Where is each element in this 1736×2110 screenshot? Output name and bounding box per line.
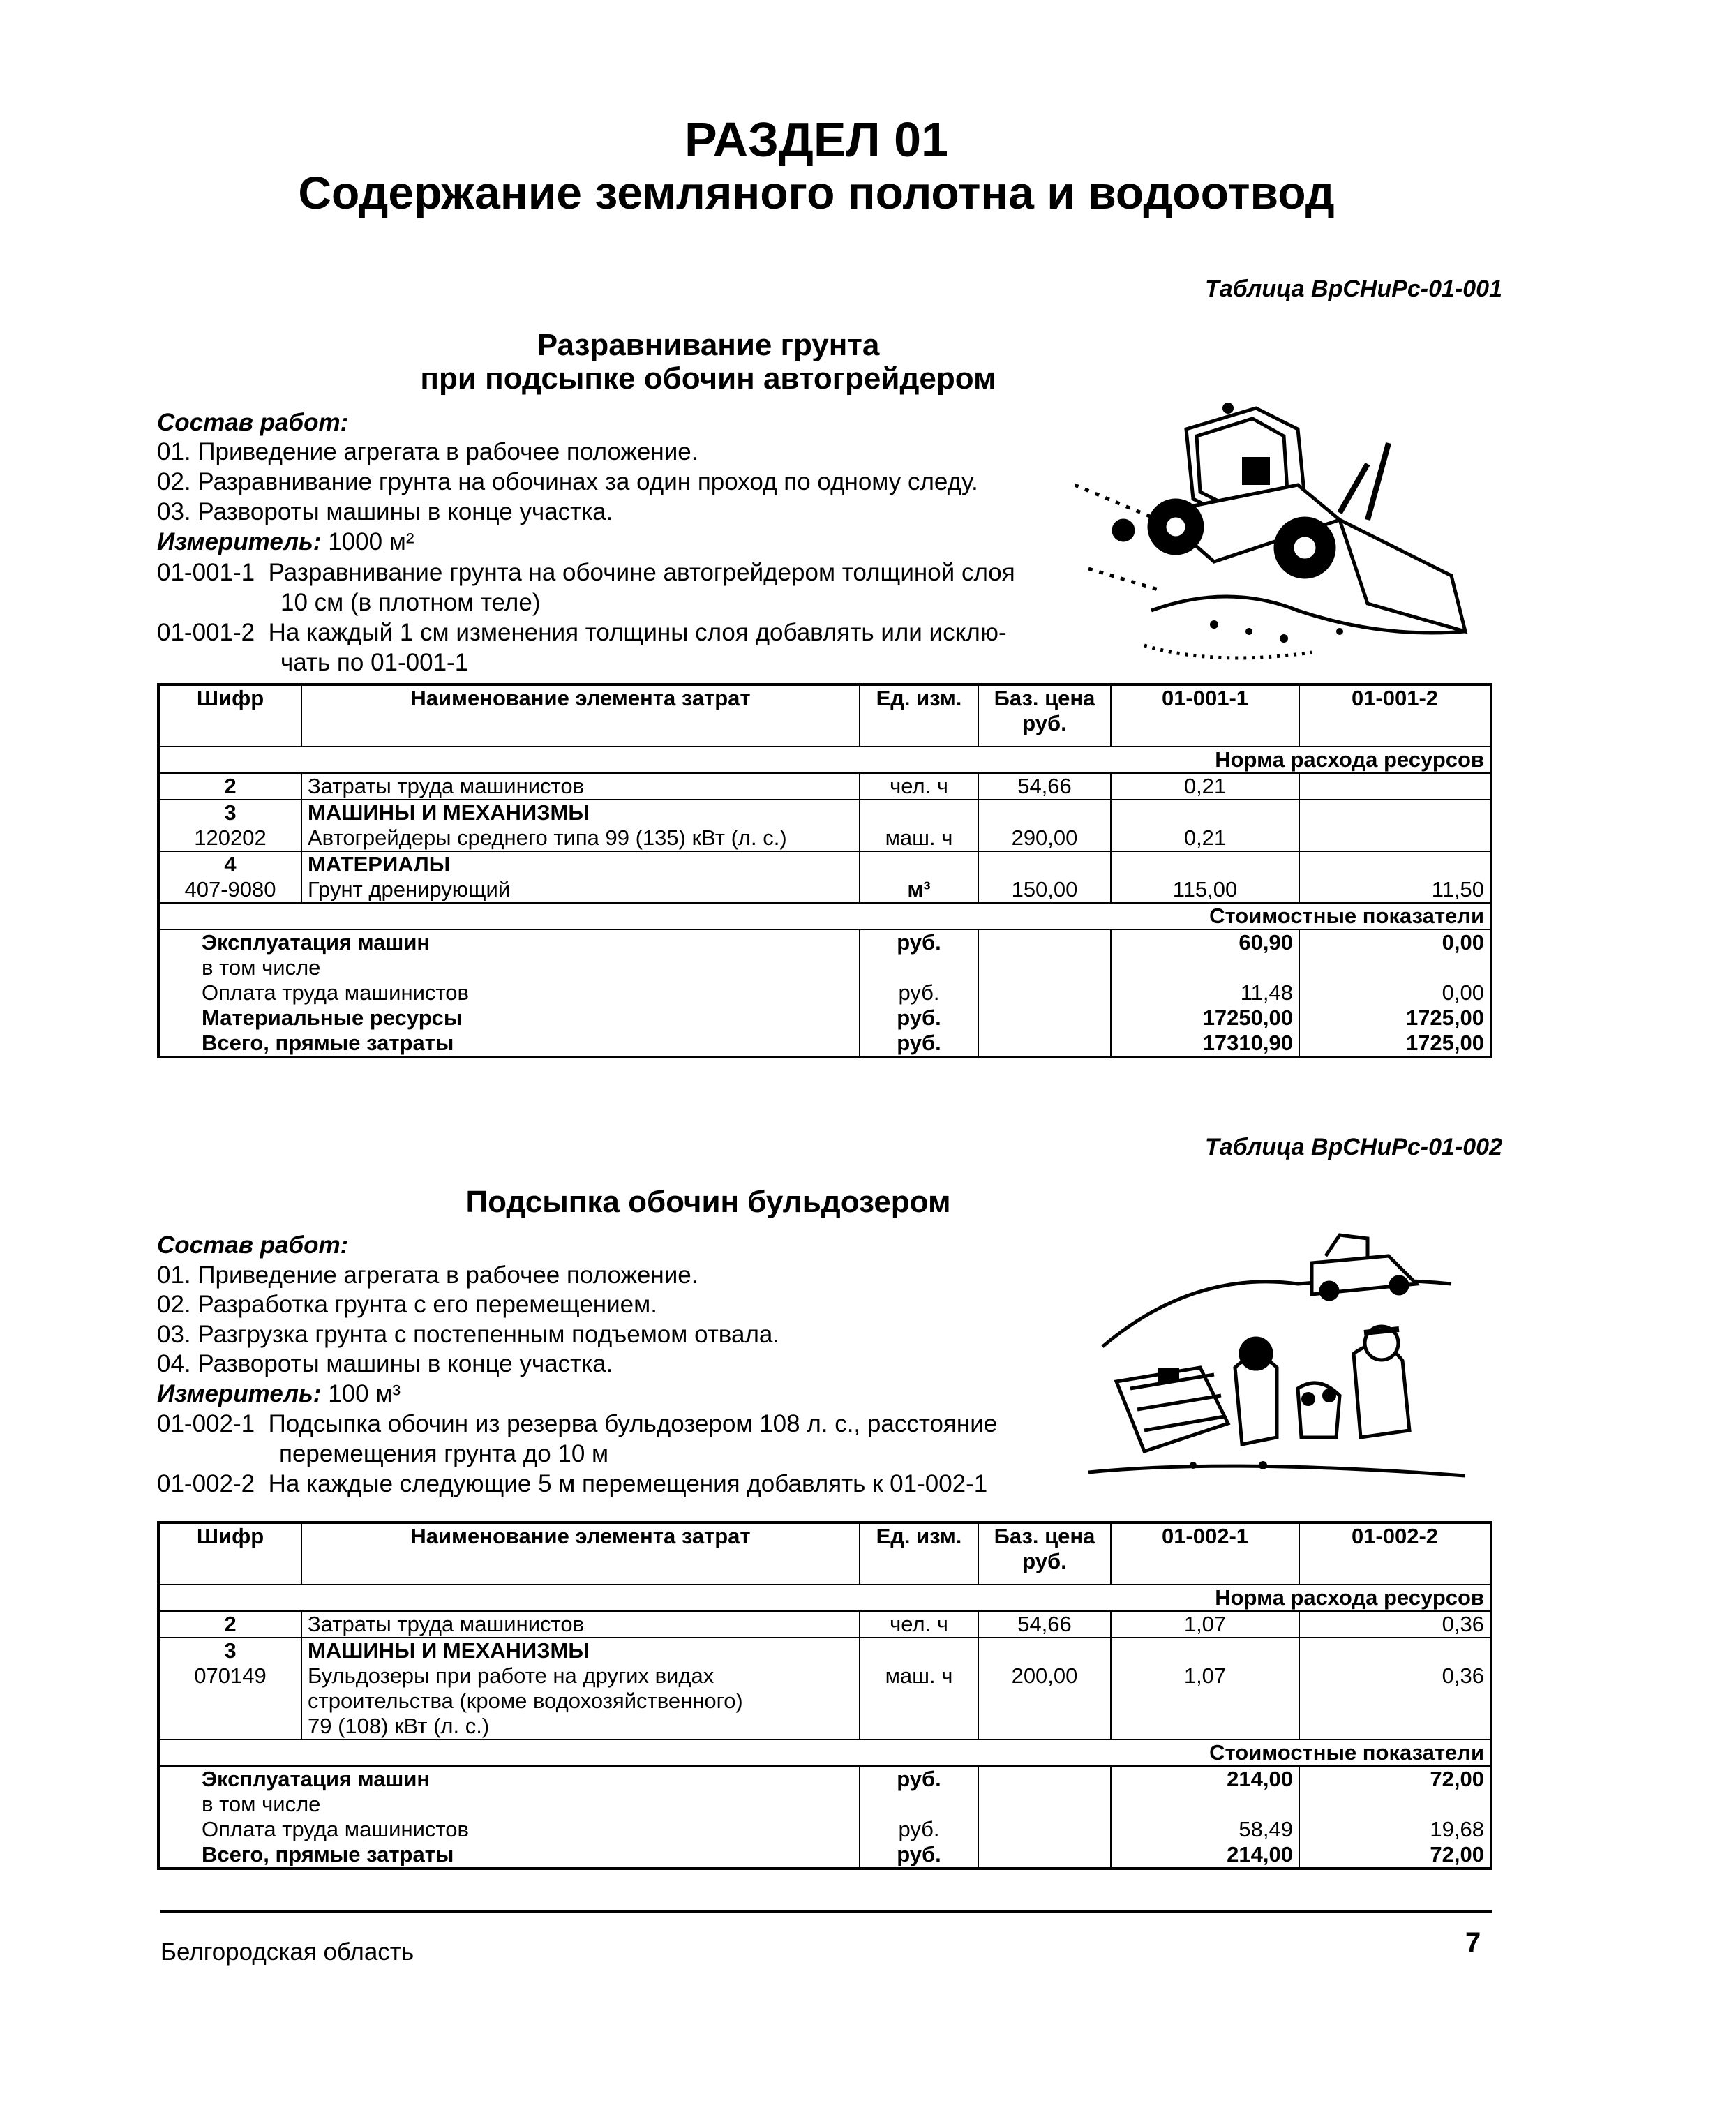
cell-unit: чел. ч (860, 1611, 978, 1638)
col-header-name: Наименование элемента затрат (301, 1522, 860, 1585)
cost-price (978, 929, 1111, 955)
work-item-num: 03. (157, 1321, 191, 1348)
work-item-text: Приведение агрегата в рабочее положение. (197, 1262, 698, 1289)
code-text-cont: 10 см (в плотном теле) (280, 589, 541, 616)
table-row (158, 800, 1491, 825)
code-item (157, 619, 1007, 647)
cell-v2 (1299, 1714, 1491, 1739)
code-id: 01-002-1 (157, 1410, 255, 1437)
cell-name: Автогрейдеры среднего типа 99 (135) кВт (л. с.) (301, 825, 860, 851)
code-text: На каждые следующие 5 м перемещения добавлять к 01-002-1 (268, 1470, 988, 1497)
cell-price: 290,00 (978, 825, 1111, 851)
cost-price (978, 955, 1111, 980)
cost-v2: 72,00 (1299, 1842, 1491, 1869)
cost-price (978, 1005, 1111, 1031)
cell-name: строительства (кроме водохозяйственного) (301, 1689, 860, 1714)
table-row (158, 877, 1491, 903)
cost-v1: 17250,00 (1111, 1005, 1299, 1031)
cost-v1: 60,90 (1111, 929, 1299, 955)
cost-unit: руб. (860, 1005, 978, 1031)
col-header-unit: Ед. изм. (860, 684, 978, 747)
norm-label: Норма расхода ресурсов (158, 747, 1491, 773)
work-item-text: Развороты машины в конце участка. (197, 498, 613, 525)
meter-value: 100 м³ (328, 1380, 401, 1407)
col-header-1: 01-001-1 (1111, 684, 1299, 747)
cost-unit: руб. (860, 929, 978, 955)
works-label: Состав работ: (157, 1232, 349, 1259)
work-item-text: Развороты машины в конце участка. (197, 1350, 613, 1377)
cost-price (978, 1792, 1111, 1817)
code-item (157, 1470, 987, 1498)
cell-code (158, 1714, 301, 1739)
cost-row (158, 1817, 1491, 1842)
cost-v2: 72,00 (1299, 1766, 1491, 1792)
cell-code: 3 (158, 1638, 301, 1663)
meter (157, 528, 414, 556)
work-item-text: Разравнивание грунта на обочинах за один проход по одному следу. (197, 468, 978, 495)
code-text: Подсыпка обочин из резерва бульдозером 108 л. с., расстояние (268, 1410, 998, 1437)
table-row (158, 825, 1491, 851)
work-item-num: 01. (157, 1262, 191, 1289)
cost-v1: 214,00 (1111, 1842, 1299, 1869)
motor-grader-illustration (1075, 380, 1479, 673)
cost-row (158, 980, 1491, 1005)
cell-name: Затраты труда машинистов (301, 1611, 860, 1638)
table-label: Таблица ВрСНиРс-01-001 (1204, 276, 1502, 302)
cost-name: Оплата труда машинистов (158, 980, 860, 1005)
cost-name: Эксплуатация машин (158, 929, 860, 955)
cell-unit: маш. ч (860, 1663, 978, 1689)
cell-v1: 115,00 (1111, 877, 1299, 903)
cost-name: Всего, прямые затраты (158, 1031, 860, 1057)
cell-unit: м³ (860, 877, 978, 903)
cost-unit: руб. (860, 1842, 978, 1869)
code-item (157, 1410, 997, 1438)
cost-name: Материальные ресурсы (158, 1005, 860, 1031)
cost-v1 (1111, 955, 1299, 980)
code-text: Разравнивание грунта на обочине автогрейдером толщиной слоя (268, 559, 1015, 586)
work-item-num: 02. (157, 468, 191, 495)
cost-unit: руб. (860, 1031, 978, 1057)
table-label: Таблица ВрСНиРс-01-002 (1204, 1134, 1502, 1160)
table-row (158, 1611, 1491, 1638)
cell-code: 3 (158, 800, 301, 825)
table-row (158, 1714, 1491, 1739)
section-subtitle: Содержание земляного полотна и водоотвод (298, 167, 1335, 218)
cell-unit: маш. ч (860, 825, 978, 851)
cell-code: 2 (158, 773, 301, 800)
cell-unit (860, 851, 978, 877)
cell-v1: 0,21 (1111, 773, 1299, 800)
code-item (157, 559, 1015, 587)
table-title: Разравнивание грунта (537, 328, 880, 362)
cell-v2 (1299, 851, 1491, 877)
cost-v2: 1725,00 (1299, 1005, 1491, 1031)
cell-v1 (1111, 851, 1299, 877)
meter-label: Измеритель: (157, 1380, 322, 1407)
col-header-price: Баз. цена руб. (978, 684, 1111, 747)
cost-unit: руб. (860, 1766, 978, 1792)
page-number: 7 (1465, 1927, 1481, 1958)
section-title: РАЗДЕЛ 01 (684, 112, 948, 167)
work-item-num: 03. (157, 498, 191, 525)
cell-v1: 1,07 (1111, 1611, 1299, 1638)
cell-code: 2 (158, 1611, 301, 1638)
table-row (158, 1689, 1491, 1714)
code-text-cont: чать по 01-001-1 (280, 649, 469, 676)
cell-unit (860, 800, 978, 825)
cell-v2 (1299, 1638, 1491, 1663)
cost-row (158, 1792, 1491, 1817)
cost-name: в том числе (158, 1792, 860, 1817)
cost-v1: 11,48 (1111, 980, 1299, 1005)
work-item (157, 438, 698, 466)
meter (157, 1380, 401, 1408)
work-item-text: Разработка грунта с его перемещением. (197, 1291, 657, 1318)
col-header-code: Шифр (158, 1522, 301, 1585)
footer-region: Белгородская область (160, 1938, 414, 1966)
cost-price (978, 1766, 1111, 1792)
cell-code (158, 1689, 301, 1714)
cell-price: 54,66 (978, 773, 1111, 800)
work-item-num: 01. (157, 438, 191, 465)
work-item (157, 1321, 779, 1349)
cell-price: 150,00 (978, 877, 1111, 903)
cell-unit: чел. ч (860, 773, 978, 800)
work-item (157, 1350, 613, 1378)
cell-unit (860, 1689, 978, 1714)
cell-name: Затраты труда машинистов (301, 773, 860, 800)
cell-name: МАШИНЫ И МЕХАНИЗМЫ (301, 1638, 860, 1663)
cost-table-1 (157, 683, 1492, 1058)
cell-code: 120202 (158, 825, 301, 851)
col-header-name: Наименование элемента затрат (301, 684, 860, 747)
cost-name: Всего, прямые затраты (158, 1842, 860, 1869)
cell-v2 (1299, 773, 1491, 800)
table-row (158, 773, 1491, 800)
code-id: 01-001-2 (157, 619, 255, 646)
cell-unit (860, 1714, 978, 1739)
table-row (158, 1638, 1491, 1663)
col-header-2: 01-001-2 (1299, 684, 1491, 747)
cell-code: 4 (158, 851, 301, 877)
meter-label: Измеритель: (157, 528, 322, 555)
cost-label: Стоимостные показатели (158, 1739, 1491, 1766)
cell-name: МАТЕРИАЛЫ (301, 851, 860, 877)
code-text-cont: перемещения грунта до 10 м (279, 1440, 609, 1467)
cost-unit (860, 955, 978, 980)
cost-name: в том числе (158, 955, 860, 980)
cell-name: Грунт дренирующий (301, 877, 860, 903)
work-item (157, 1262, 698, 1289)
cell-unit (860, 1638, 978, 1663)
cell-v1 (1111, 800, 1299, 825)
cell-price (978, 1689, 1111, 1714)
cell-code: 070149 (158, 1663, 301, 1689)
cost-v1: 214,00 (1111, 1766, 1299, 1792)
cell-price (978, 1714, 1111, 1739)
code-text: На каждый 1 см изменения толщины слоя добавлять или исклю- (268, 619, 1007, 646)
work-item (157, 498, 613, 526)
cell-name: Бульдозеры при работе на других видах (301, 1663, 860, 1689)
cell-v1 (1111, 1689, 1299, 1714)
cell-price (978, 851, 1111, 877)
table-row (158, 851, 1491, 877)
cell-price: 54,66 (978, 1611, 1111, 1638)
works-label: Состав работ: (157, 409, 349, 436)
work-item (157, 468, 978, 496)
cost-price (978, 1817, 1111, 1842)
col-header-2: 01-002-2 (1299, 1522, 1491, 1585)
cost-row (158, 1842, 1491, 1869)
cost-v2: 1725,00 (1299, 1031, 1491, 1057)
table-row (158, 1663, 1491, 1689)
code-id: 01-001-1 (157, 559, 255, 586)
cost-table-2 (157, 1521, 1492, 1870)
cost-v1: 58,49 (1111, 1817, 1299, 1842)
cost-v2 (1299, 955, 1491, 980)
cost-price (978, 980, 1111, 1005)
cell-v1 (1111, 1638, 1299, 1663)
cell-price (978, 800, 1111, 825)
cost-price (978, 1031, 1111, 1057)
col-header-unit: Ед. изм. (860, 1522, 978, 1585)
cell-v2: 0,36 (1299, 1611, 1491, 1638)
footer-divider (160, 1910, 1492, 1913)
cell-v1 (1111, 1714, 1299, 1739)
cell-code: 407-9080 (158, 877, 301, 903)
col-header-code: Шифр (158, 684, 301, 747)
code-id: 01-002-2 (157, 1470, 255, 1497)
work-item-num: 04. (157, 1350, 191, 1377)
cost-unit (860, 1792, 978, 1817)
norm-label: Норма расхода ресурсов (158, 1585, 1491, 1611)
cost-label: Стоимостные показатели (158, 903, 1491, 929)
cost-row (158, 1766, 1491, 1792)
work-item-text: Приведение агрегата в рабочее положение. (197, 438, 698, 465)
cost-row (158, 1005, 1491, 1031)
cost-name: Оплата труда машинистов (158, 1817, 860, 1842)
cell-name: МАШИНЫ И МЕХАНИЗМЫ (301, 800, 860, 825)
cell-v2 (1299, 800, 1491, 825)
cell-price: 200,00 (978, 1663, 1111, 1689)
cell-name: 79 (108) кВт (л. с.) (301, 1714, 860, 1739)
cost-v2: 0,00 (1299, 980, 1491, 1005)
cost-v1 (1111, 1792, 1299, 1817)
work-item (157, 1291, 657, 1319)
cell-price (978, 1638, 1111, 1663)
cost-v2: 19,68 (1299, 1817, 1491, 1842)
cost-unit: руб. (860, 980, 978, 1005)
table-title: Подсыпка обочин бульдозером (465, 1185, 951, 1219)
cell-v2 (1299, 1689, 1491, 1714)
cell-v2: 0,36 (1299, 1663, 1491, 1689)
cost-unit: руб. (860, 1817, 978, 1842)
bulldozer-illustration (1088, 1207, 1465, 1486)
cost-price (978, 1842, 1111, 1869)
table-title: при подсыпке обочин автогрейдером (420, 361, 996, 396)
cell-v1: 1,07 (1111, 1663, 1299, 1689)
work-item-num: 02. (157, 1291, 191, 1318)
cell-v2: 11,50 (1299, 877, 1491, 903)
cost-row (158, 929, 1491, 955)
cost-name: Эксплуатация машин (158, 1766, 860, 1792)
cost-v2: 0,00 (1299, 929, 1491, 955)
cell-v2 (1299, 825, 1491, 851)
meter-value: 1000 м² (328, 528, 414, 555)
cost-row (158, 1031, 1491, 1057)
col-header-price: Баз. цена руб. (978, 1522, 1111, 1585)
cost-v2 (1299, 1792, 1491, 1817)
cell-v1: 0,21 (1111, 825, 1299, 851)
col-header-1: 01-002-1 (1111, 1522, 1299, 1585)
cost-row (158, 955, 1491, 980)
cost-v1: 17310,90 (1111, 1031, 1299, 1057)
work-item-text: Разгрузка грунта с постепенным подъемом отвала. (197, 1321, 780, 1348)
